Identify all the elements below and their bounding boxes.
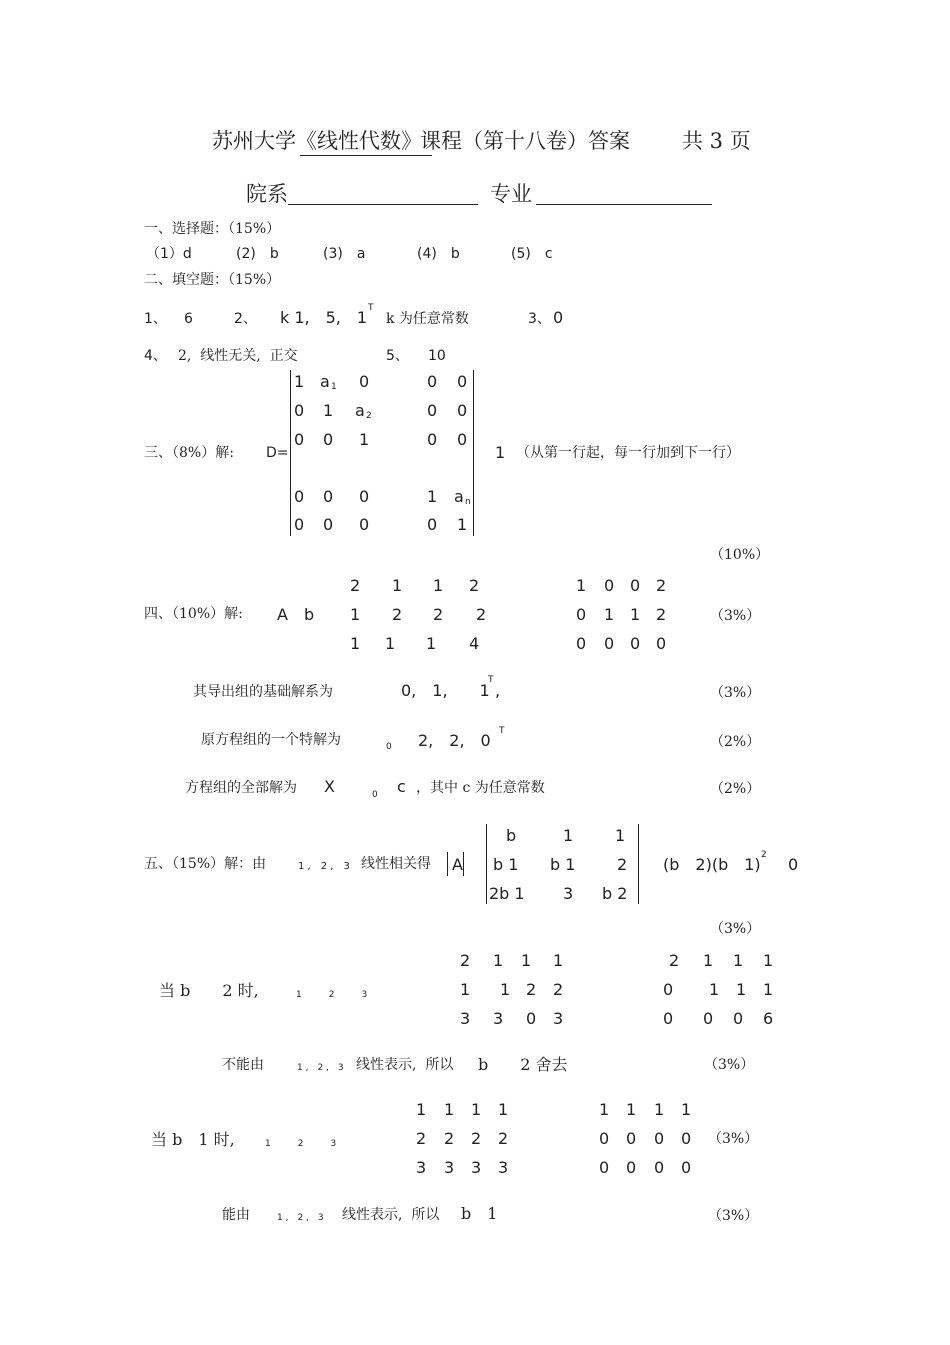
determinant-label: D= [266, 445, 289, 461]
general-solution-label: 方程组的全部解为 [185, 780, 297, 796]
matrix-cell: 0 [526, 1009, 537, 1028]
matrix-cell: 1 [471, 1100, 482, 1119]
matrix-cell: 2 [392, 605, 403, 624]
matrix-cell: 1 [599, 1100, 610, 1119]
matrix-cell: 0 [626, 1158, 637, 1177]
det-cell: 0 [359, 487, 370, 506]
matrix-cell: 3 [460, 1009, 471, 1028]
dept-label: 院系 [246, 182, 288, 206]
matrix-cell: 6 [763, 1009, 774, 1028]
particular-solution-value: 2, 2, 0 [418, 731, 491, 750]
alpha-subscripts: 1 , 2 , 3 [277, 1213, 324, 1223]
det-right-bar [638, 824, 639, 904]
det-cell: 0 [294, 515, 305, 534]
matrix-cell: 0 [604, 576, 615, 595]
det-cell: 0 [294, 401, 305, 420]
matrix-cell: 0 [630, 576, 641, 595]
det-left-bar [486, 824, 487, 904]
alpha-subscripts: 1 2 3 [296, 990, 368, 1000]
matrix-cell: 1 [763, 951, 774, 970]
page-count: 共 3 页 [682, 129, 751, 153]
det-cell: 0 [323, 430, 334, 449]
case2-label: 当 b 1 时, [151, 1130, 235, 1149]
matrix-cell: 2 [469, 576, 480, 595]
fill-3-num: 3、 [528, 311, 551, 327]
matrix-cell: 1 [626, 1100, 637, 1119]
matrix-cell: 1 [681, 1100, 692, 1119]
det-cell: b 1 [493, 855, 519, 874]
alpha-subscripts: 1 2 3 [265, 1139, 337, 1149]
conclusion2-value: b 1 [461, 1204, 498, 1223]
matrix-cell: 2 [656, 576, 667, 595]
comma: , [495, 681, 501, 700]
matrix-cell: 1 [385, 634, 396, 653]
matrix-cell: 0 [576, 605, 587, 624]
matrix-cell: 0 [630, 634, 641, 653]
matrix-cell: 1 [709, 980, 720, 999]
det-cell: 1 [563, 826, 574, 845]
matrix-cell: 1 [736, 980, 747, 999]
subscript: 0 [372, 790, 378, 800]
det-sub: 2 [366, 411, 372, 421]
det-cell: 0 [359, 372, 370, 391]
title-course: 《线性代数》 [296, 129, 422, 153]
det-cell: a [355, 401, 365, 420]
conclusion2-text: 线性表示, 所以 [342, 1207, 440, 1223]
det-right-bar [473, 370, 474, 536]
section5-label: 五、（15%）解：由 [144, 856, 267, 872]
matrix-cell: 0 [654, 1129, 665, 1148]
matrix-cell: 3 [493, 1009, 504, 1028]
score: （3%） [704, 1057, 755, 1073]
matrix-cell: 0 [626, 1129, 637, 1148]
det-cell: 1 [294, 372, 305, 391]
det-cell: a [454, 487, 464, 506]
det-left-bar [290, 370, 291, 536]
score: （2%） [710, 781, 761, 797]
matrix-cell: 3 [471, 1158, 482, 1177]
det-cell: 0 [457, 430, 468, 449]
det-cell: a [320, 372, 330, 391]
det-cell: 3 [563, 884, 574, 903]
matrix-cell: 1 [416, 1100, 427, 1119]
basic-solution-label: 其导出组的基础解系为 [193, 684, 333, 700]
matrix-cell: 0 [599, 1158, 610, 1177]
matrix-cell: 2 [669, 951, 680, 970]
conclusion1-value: b 2 舍去 [478, 1055, 568, 1074]
matrix-cell: 2 [350, 576, 361, 595]
matrix-cell: 1 [493, 951, 504, 970]
section3-label: 三、（8%）解: [144, 445, 234, 461]
det-sub: 1 [331, 382, 337, 392]
matrix-cell: 0 [663, 1009, 674, 1028]
matrix-cell: 0 [604, 634, 615, 653]
matrix-cell: 1 [630, 605, 641, 624]
matrix-cell: 3 [498, 1158, 509, 1177]
matrix-cell: 1 [521, 951, 532, 970]
title-school: 苏州大学 [212, 129, 296, 153]
det-cell: 0 [457, 401, 468, 420]
matrix-cell: 0 [599, 1129, 610, 1148]
matrix-cell: 0 [681, 1129, 692, 1148]
conclusion1-text: 线性表示, 所以 [356, 1057, 454, 1073]
fill-5-value: 10 [428, 348, 446, 364]
det-cell: 1 [359, 430, 370, 449]
fill-2-note: k 为任意常数 [386, 311, 469, 327]
particular-solution-label: 原方程组的一个特解为 [201, 732, 341, 748]
subscript: 0 [386, 742, 392, 752]
fill-2-value: k 1, 5, 1 [280, 308, 368, 327]
alpha-subscripts: 1 , 2 , 3 [297, 1063, 344, 1073]
matrix-cell: 1 [763, 980, 774, 999]
fill-2-num: 2、 [234, 311, 257, 327]
det-cell: 2b 1 [489, 884, 525, 903]
score: （10%） [710, 547, 770, 563]
matrix-cell: 2 [444, 1129, 455, 1148]
matrix-cell: 0 [733, 1009, 744, 1028]
title-underline [300, 155, 432, 156]
answer-5: (5) c [511, 246, 553, 262]
matrix-cell: 0 [576, 634, 587, 653]
det-cell: 0 [427, 401, 438, 420]
fill-2-transpose: T [368, 303, 374, 313]
score: （3%） [710, 685, 761, 701]
matrix-cell: 1 [426, 634, 437, 653]
basic-solution-value: 0, 1, 1 [401, 681, 490, 700]
c-symbol: c [397, 777, 406, 796]
transpose-sup: T [488, 675, 494, 685]
det-note: （从第一行起，每一行加到下一行） [516, 445, 740, 461]
det-cell: 0 [427, 430, 438, 449]
matrix-cell: 2 [471, 1129, 482, 1148]
fill-5-num: 5、 [386, 348, 409, 364]
matrix-cell: 0 [656, 634, 667, 653]
matrix-cell: 1 [460, 980, 471, 999]
matrix-cell: 1 [654, 1100, 665, 1119]
det-cell: 0 [427, 372, 438, 391]
fill-3-value: 0 [553, 308, 564, 327]
score: （3%） [710, 608, 761, 624]
matrix-cell: 1 [703, 951, 714, 970]
fill-1-value: 6 [184, 311, 193, 327]
det-cell: 0 [323, 515, 334, 534]
score: （3%） [710, 921, 761, 937]
dept-field-line[interactable] [288, 204, 478, 205]
answer-4: (4) b [417, 246, 460, 262]
det-cell: b 1 [550, 855, 576, 874]
matrix-cell: 2 [656, 605, 667, 624]
matrix-cell: 2 [476, 605, 487, 624]
condition-text: 线性相关得 [361, 856, 431, 872]
det-cell: 2 [617, 855, 628, 874]
major-label: 专业 [490, 182, 532, 206]
det-expression: (b 2)(b 1) [663, 855, 761, 874]
score: （2%） [710, 734, 761, 750]
det-cell: 1 [323, 401, 334, 420]
det-cell: 0 [323, 487, 334, 506]
matrix-cell: 1 [350, 605, 361, 624]
matrix-cell: 0 [681, 1158, 692, 1177]
det-cell: 0 [294, 487, 305, 506]
matrix-cell: 1 [553, 951, 564, 970]
matrix-cell: 2 [498, 1129, 509, 1148]
matrix-cell: 1 [500, 980, 511, 999]
matrix-cell: 3 [553, 1009, 564, 1028]
det-cell: 1 [615, 826, 626, 845]
fill-1-num: 1、 [144, 311, 167, 327]
answer-3: (3) a [323, 246, 366, 262]
matrix-cell: 1 [604, 605, 615, 624]
equals-zero: 0 [788, 855, 799, 874]
answer-1: （1）d [146, 246, 192, 262]
det-cell: 0 [427, 515, 438, 534]
matrix-cell: 2 [433, 605, 444, 624]
matrix-cell: 2 [526, 980, 537, 999]
matrix-cell: 1 [350, 634, 361, 653]
matrix-cell: 1 [444, 1100, 455, 1119]
det-cell: 0 [294, 430, 305, 449]
det-cell: 0 [457, 372, 468, 391]
det-result: 1 [495, 443, 506, 462]
matrix-cell: 0 [663, 980, 674, 999]
a-symbol: A [452, 855, 463, 874]
section1-heading: 一、选择题：（15%） [144, 221, 281, 237]
det-cell: 0 [359, 515, 370, 534]
section2-heading: 二、填空题：（15%） [144, 272, 281, 288]
matrix-cell: 2 [416, 1129, 427, 1148]
square-sup: 2 [761, 850, 767, 860]
case1-label: 当 b 2 时, [159, 981, 259, 1000]
conclusion1-prefix: 不能由 [222, 1057, 264, 1073]
title-rest: 课程（第十八卷）答案 [420, 129, 630, 153]
matrix-cell: 1 [576, 576, 587, 595]
augmented-matrix-label: A b [277, 605, 315, 624]
matrix-cell: 0 [654, 1158, 665, 1177]
matrix-cell: 3 [416, 1158, 427, 1177]
section4-label: 四、（10%）解: [144, 606, 243, 622]
score: （3%） [708, 1208, 759, 1224]
matrix-cell: 3 [444, 1158, 455, 1177]
conclusion2-prefix: 能由 [222, 1207, 250, 1223]
answer-2: (2) b [236, 246, 279, 262]
general-solution-note: ，其中 c 为任意常数 [416, 780, 545, 796]
alpha-subscripts: 1 , 2 , 3 [298, 861, 350, 872]
det-cell: b [506, 826, 517, 845]
x-symbol: X [324, 777, 335, 796]
abs-right-bar [463, 852, 464, 876]
fill-4-num: 4、 [144, 348, 167, 364]
matrix-cell: 0 [703, 1009, 714, 1028]
matrix-cell: 2 [553, 980, 564, 999]
det-cell: b 2 [602, 884, 628, 903]
matrix-cell: 1 [733, 951, 744, 970]
major-field-line[interactable] [536, 204, 712, 205]
matrix-cell: 2 [460, 951, 471, 970]
fill-4-value: 2, 线性无关, 正交 [178, 348, 298, 364]
score: （3%） [708, 1131, 759, 1147]
matrix-cell: 1 [392, 576, 403, 595]
abs-left-bar [447, 852, 448, 876]
det-cell: 1 [457, 515, 468, 534]
det-sub: n [465, 497, 471, 507]
matrix-cell: 1 [433, 576, 444, 595]
det-cell: 1 [427, 487, 438, 506]
transpose-sup: T [499, 726, 505, 736]
matrix-cell: 4 [469, 634, 480, 653]
matrix-cell: 1 [498, 1100, 509, 1119]
